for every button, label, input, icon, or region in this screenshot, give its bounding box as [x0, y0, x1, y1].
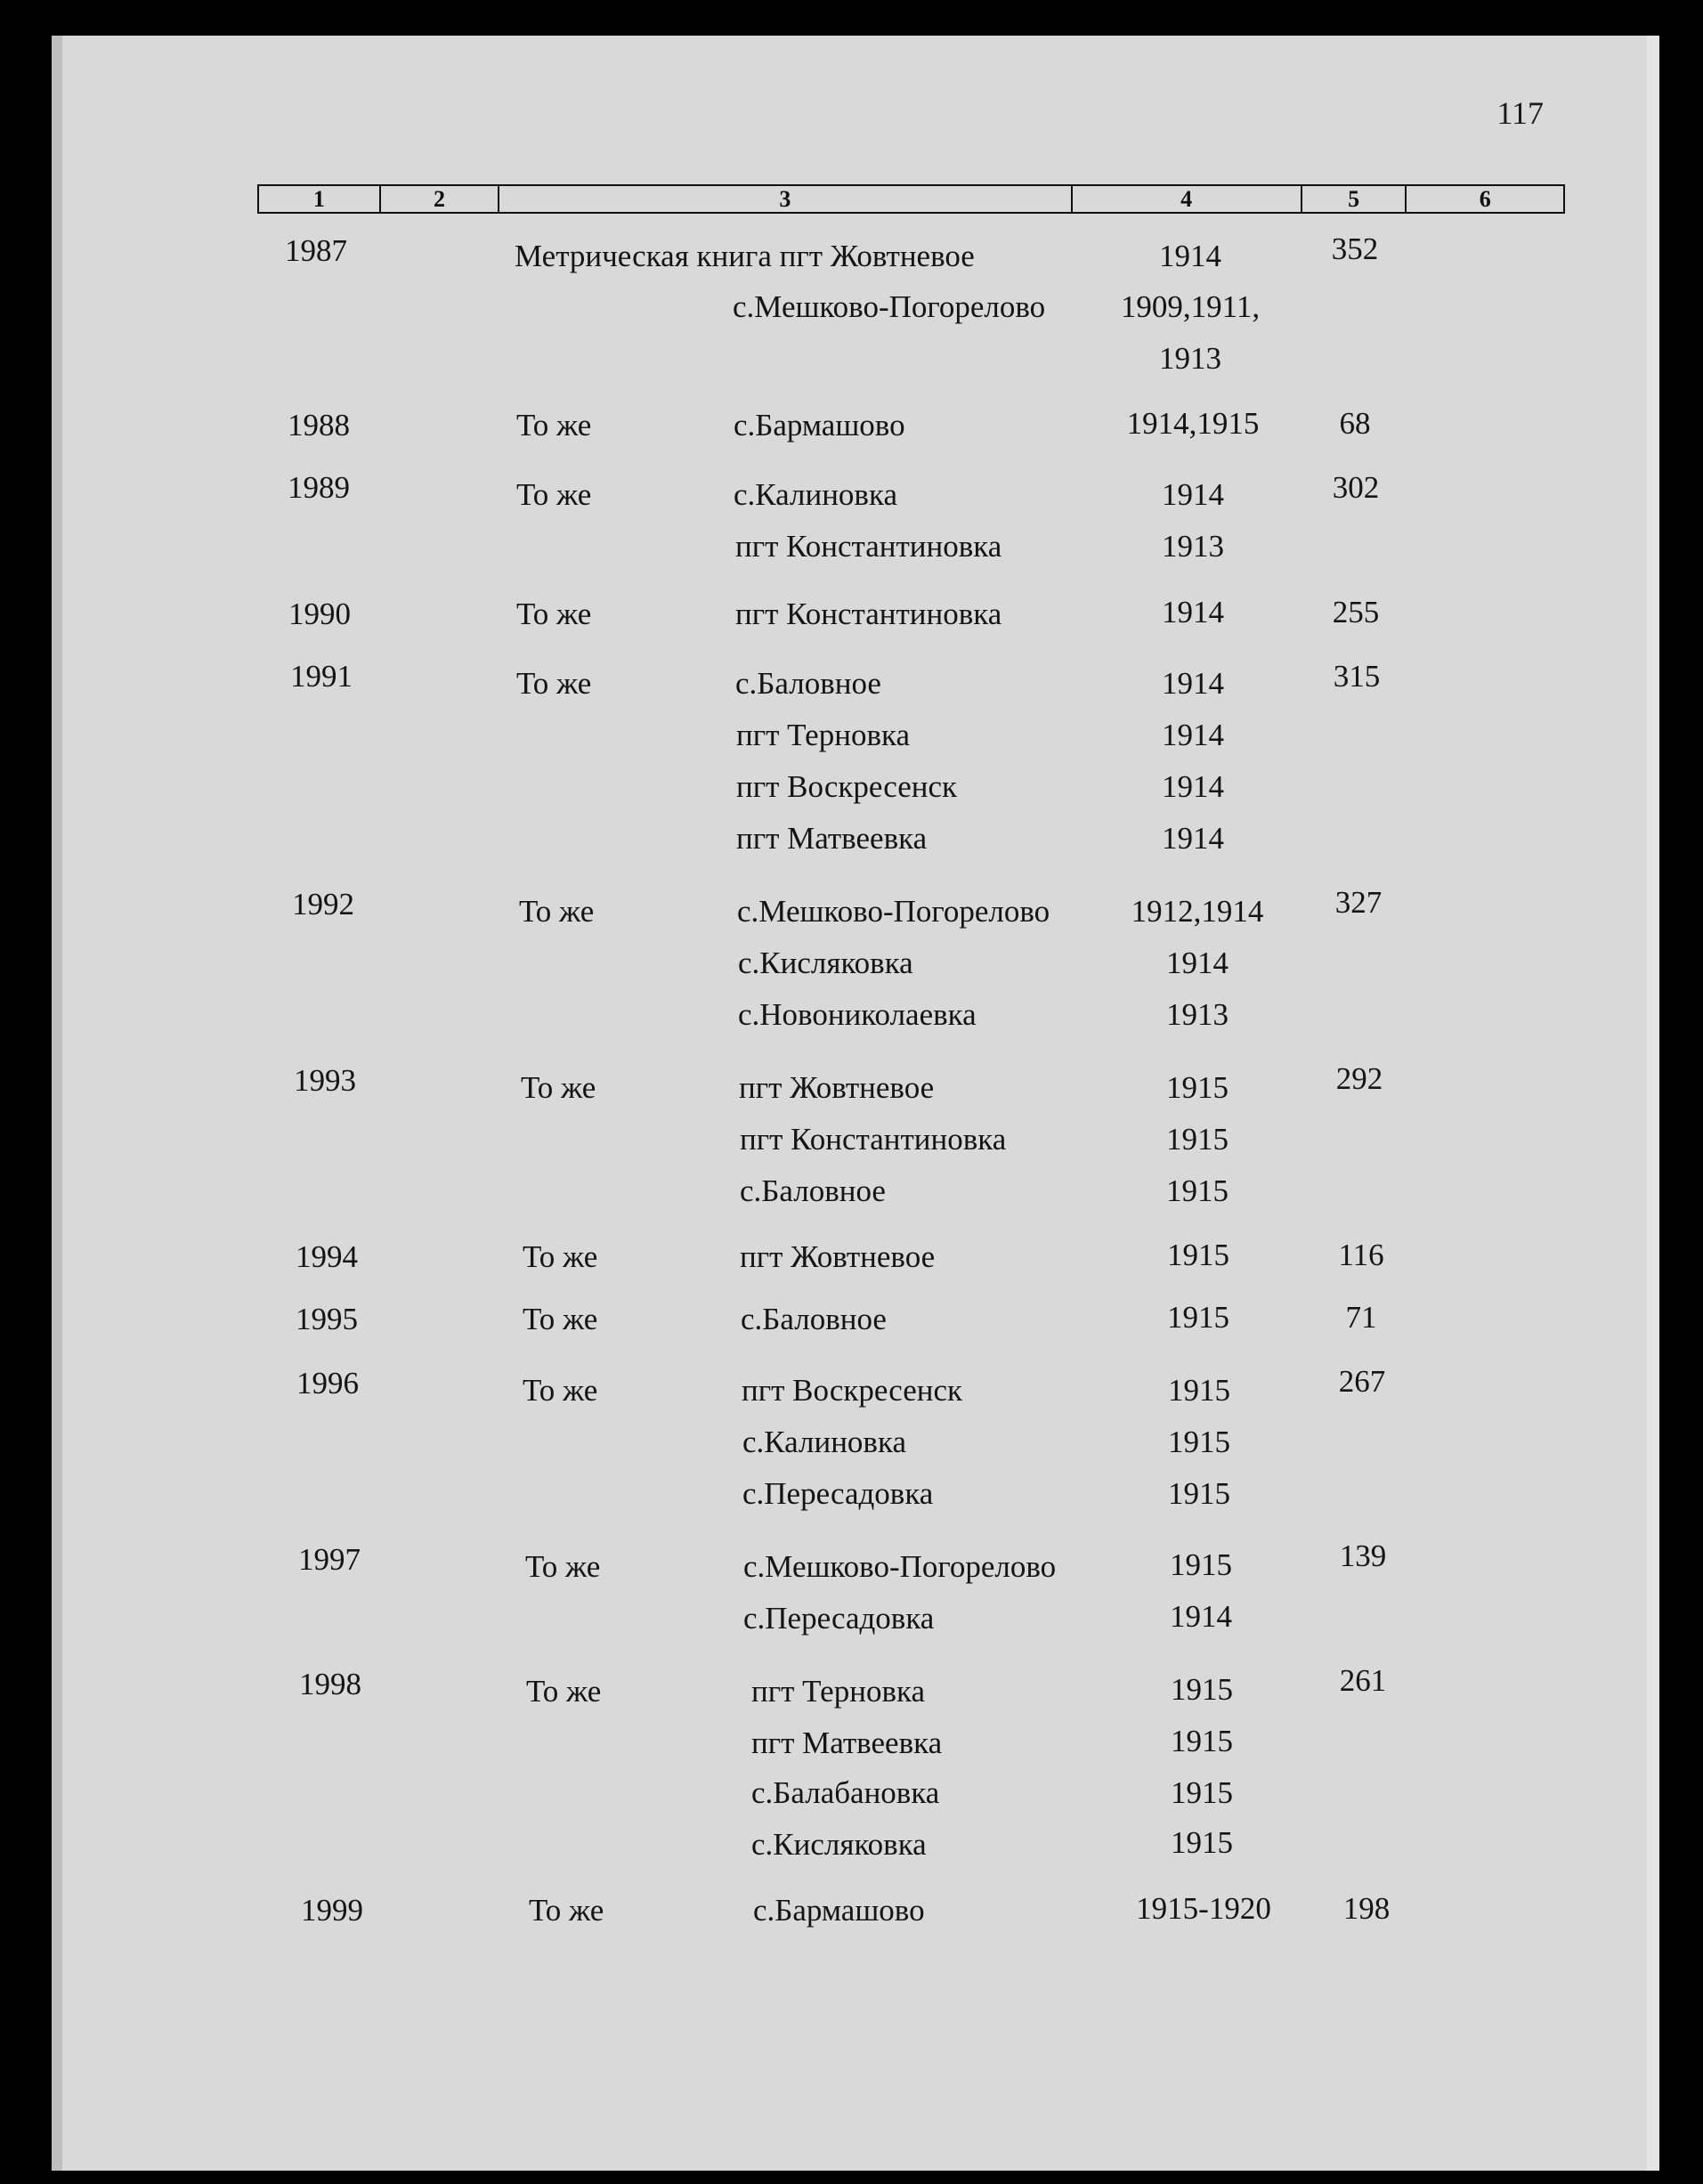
record-years: 1913: [1162, 529, 1224, 564]
record-place: пгт Константиновка: [740, 1122, 1007, 1157]
record-number: 1987: [285, 233, 347, 268]
record-description: То же: [521, 1070, 596, 1105]
header-col-1: 1: [259, 186, 381, 212]
record-number: 1998: [299, 1667, 361, 1701]
record-count: 352: [1331, 231, 1379, 266]
record-place: с.Мешково-Погорелово: [737, 894, 1050, 929]
record-number: 1993: [294, 1063, 356, 1098]
record-years: 1914: [1162, 769, 1224, 804]
record-place: пгт Матвеевка: [751, 1725, 943, 1760]
record-place: с.Мешково-Погорелово: [743, 1549, 1057, 1584]
record-years: 1913: [1159, 341, 1221, 376]
record-years: 1915: [1167, 1238, 1229, 1272]
record-number: 1991: [290, 659, 353, 694]
record-description: То же: [516, 477, 592, 512]
record-count: 68: [1339, 406, 1371, 441]
header-col-3: 3: [499, 186, 1072, 212]
record-description: То же: [523, 1302, 598, 1336]
page-left-edge: [52, 36, 62, 2171]
record-years: 1915: [1171, 1672, 1233, 1707]
record-place: с.Калиновка: [742, 1425, 906, 1459]
record-years: 1915: [1170, 1547, 1232, 1582]
table-header: [257, 184, 1565, 214]
record-place: пгт Матвеевка: [736, 821, 928, 856]
record-place: пгт Терновка: [736, 718, 910, 752]
record-years: 1915: [1171, 1775, 1233, 1810]
record-years: 1915: [1167, 1300, 1229, 1335]
record-years: 1914: [1162, 595, 1224, 629]
record-description: Метрическая книга пгт Жовтневое: [515, 239, 975, 273]
record-count: 292: [1335, 1061, 1383, 1096]
record-count: 315: [1333, 659, 1381, 694]
record-place: с.Мешково-Погорелово: [733, 289, 1046, 324]
record-description: То же: [525, 1549, 601, 1584]
record-years: 1914,1915: [1126, 406, 1260, 441]
record-place: пгт Константиновка: [735, 529, 1002, 564]
record-count: 116: [1338, 1238, 1384, 1272]
record-place: с.Баловное: [735, 666, 881, 701]
header-col-2: 2: [381, 186, 500, 212]
record-years: 1914: [1162, 718, 1224, 752]
record-number: 1992: [292, 887, 354, 922]
record-years: 1914: [1162, 477, 1224, 512]
record-count: 71: [1345, 1300, 1377, 1335]
record-place: с.Калиновка: [734, 477, 897, 512]
record-place: пгт Терновка: [751, 1674, 925, 1709]
record-place: с.Кисляковка: [751, 1827, 927, 1862]
record-count: 327: [1334, 885, 1383, 920]
record-place: с.Кисляковка: [738, 946, 913, 980]
record-description: То же: [516, 597, 592, 631]
record-place: с.Баловное: [740, 1173, 886, 1208]
record-years: 1915: [1166, 1122, 1229, 1157]
record-years: 1915: [1171, 1825, 1233, 1860]
header-col-4: 4: [1073, 186, 1302, 212]
record-place: с.Пересадовка: [743, 1601, 935, 1636]
record-number: 1990: [288, 597, 351, 631]
record-count: 255: [1332, 595, 1380, 629]
record-description: То же: [516, 666, 592, 701]
record-description: То же: [526, 1674, 602, 1709]
record-number: 1999: [301, 1893, 363, 1928]
record-place: пгт Константиновка: [735, 597, 1002, 631]
record-count: 139: [1339, 1539, 1387, 1573]
record-place: с.Балабановка: [751, 1775, 940, 1810]
record-description: То же: [519, 894, 595, 929]
record-number: 1994: [296, 1239, 358, 1274]
record-count: 261: [1339, 1663, 1387, 1698]
header-col-6: 6: [1479, 186, 1491, 212]
record-years: 1915: [1168, 1476, 1230, 1511]
record-years: 1914: [1170, 1599, 1232, 1634]
record-place: с.Новониколаевка: [738, 997, 977, 1032]
record-years: 1915: [1166, 1173, 1229, 1208]
record-years: 1914: [1162, 666, 1224, 701]
record-place: пгт Жовтневое: [740, 1239, 936, 1274]
record-years: 1915: [1166, 1070, 1229, 1105]
record-place: с.Пересадовка: [742, 1476, 934, 1511]
record-years: 1914: [1162, 821, 1224, 856]
record-description: То же: [516, 408, 592, 442]
record-years: 1914: [1166, 946, 1229, 980]
header-col-5: 5: [1302, 186, 1407, 212]
record-years: 1912,1914: [1131, 894, 1264, 929]
page-number: 117: [1496, 95, 1544, 131]
record-number: 1996: [296, 1366, 359, 1401]
record-years: 1914: [1159, 239, 1221, 273]
record-number: 1989: [288, 470, 350, 505]
record-years: 1913: [1166, 997, 1229, 1032]
record-number: 1995: [296, 1302, 358, 1336]
record-count: 198: [1342, 1891, 1391, 1926]
record-years: 1915-1920: [1136, 1891, 1271, 1926]
record-number: 1988: [288, 408, 350, 442]
record-place: пгт Воскресенск: [742, 1373, 963, 1408]
record-place: с.Баловное: [741, 1302, 887, 1336]
record-description: То же: [523, 1373, 598, 1408]
record-years: 1909,1911,: [1120, 289, 1261, 324]
record-description: То же: [529, 1893, 604, 1928]
record-years: 1915: [1168, 1425, 1230, 1459]
page-right-edge: [1647, 36, 1659, 2171]
record-count: 267: [1338, 1364, 1386, 1399]
record-years: 1915: [1171, 1724, 1233, 1758]
record-number: 1997: [298, 1542, 361, 1577]
record-place: пгт Воскресенск: [736, 769, 958, 804]
record-place: пгт Жовтневое: [739, 1070, 935, 1105]
record-years: 1915: [1168, 1373, 1230, 1408]
record-description: То же: [523, 1239, 598, 1274]
record-place: с.Бармашово: [753, 1893, 925, 1928]
record-place: с.Бармашово: [734, 408, 905, 442]
record-count: 302: [1332, 470, 1380, 505]
